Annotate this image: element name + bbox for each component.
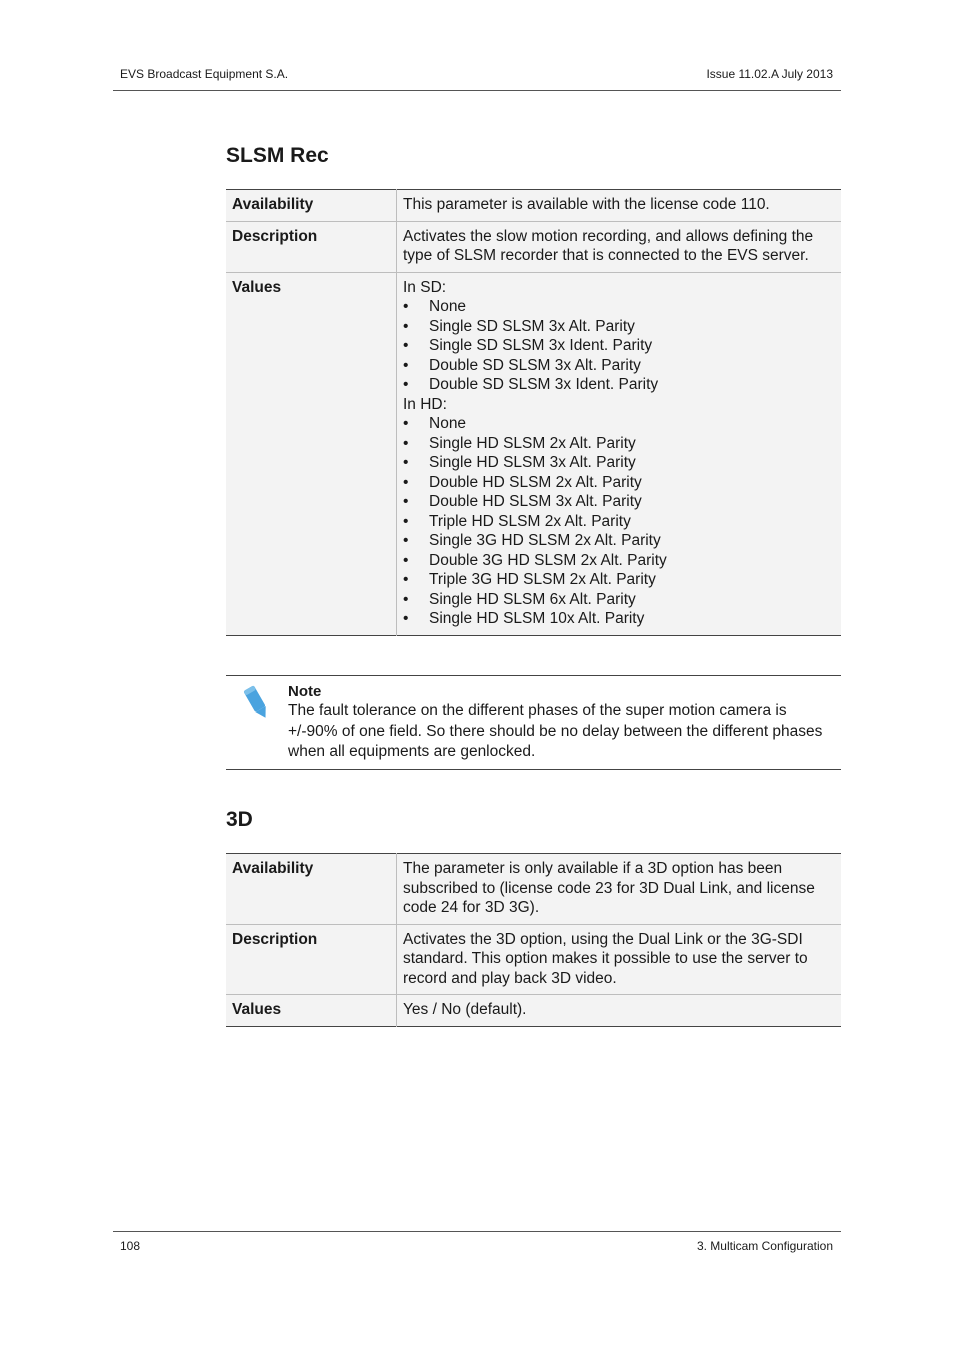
list-item: • Double 3G HD SLSM 2x Alt. Parity bbox=[403, 551, 835, 571]
values-text: Yes / No (default). bbox=[397, 995, 842, 1027]
list-item: • Single SD SLSM 3x Alt. Parity bbox=[403, 317, 835, 337]
list-item: • Triple HD SLSM 2x Alt. Parity bbox=[403, 512, 835, 532]
page-header bbox=[113, 60, 841, 91]
description-text: Activates the slow motion recording, and allows defining the type of SLSM recorder that is connected to the EVS server. bbox=[397, 221, 842, 272]
3d-table bbox=[226, 853, 841, 1027]
values-cell bbox=[397, 272, 842, 635]
list-item: • Double SD SLSM 3x Alt. Parity bbox=[403, 356, 835, 376]
values-label: Values bbox=[226, 995, 397, 1027]
list-item: • Single HD SLSM 3x Alt. Parity bbox=[403, 453, 835, 473]
availability-label: Availability bbox=[226, 854, 397, 925]
list-item: • Single SD SLSM 3x Ident. Parity bbox=[403, 336, 835, 356]
page-footer bbox=[113, 1231, 841, 1253]
header-company: EVS Broadcast Equipment S.A. bbox=[120, 67, 289, 81]
list-item: • Single HD SLSM 10x Alt. Parity bbox=[403, 609, 835, 629]
note-box bbox=[226, 675, 841, 770]
pencil-icon bbox=[242, 684, 272, 722]
table-row-availability bbox=[226, 190, 841, 222]
table-row-availability bbox=[226, 854, 841, 925]
description-text: Activates the 3D option, using the Dual Link or the 3G-SDI standard. This option makes it possible to use the server to record and play back 3D video. bbox=[397, 924, 842, 995]
table-row-values bbox=[226, 995, 841, 1027]
values-label: Values bbox=[226, 272, 397, 635]
description-label: Description bbox=[226, 924, 397, 995]
table-row-values bbox=[226, 272, 841, 635]
3d-title: 3D bbox=[226, 808, 253, 831]
note-title: Note bbox=[288, 683, 322, 700]
list-item: • Single 3G HD SLSM 2x Alt. Parity bbox=[403, 531, 835, 551]
availability-text: This parameter is available with the license code 110. bbox=[397, 190, 842, 222]
note-text: The fault tolerance on the different phases of the super motion camera is +/-90% of one field. So there should be no delay between the different phases when all equipments are genlocked. bbox=[288, 702, 823, 760]
header-issue: Issue 11.02.A July 2013 bbox=[706, 67, 833, 81]
chapter-title: 3. Multicam Configuration bbox=[696, 1239, 833, 1253]
availability-text: The parameter is only available if a 3D option has been subscribed to (license code 23 for 3D Dual Link, and license code 24 for 3D 3G). bbox=[397, 854, 842, 925]
table-row-description bbox=[226, 924, 841, 995]
sd-heading: In SD: bbox=[403, 278, 447, 296]
list-item: • None bbox=[403, 297, 835, 317]
list-item: • Triple 3G HD SLSM 2x Alt. Parity bbox=[403, 570, 835, 590]
sd-list bbox=[403, 297, 835, 395]
list-item: • Double HD SLSM 2x Alt. Parity bbox=[403, 473, 835, 493]
list-item: • Double HD SLSM 3x Alt. Parity bbox=[403, 492, 835, 512]
list-item: • Single HD SLSM 2x Alt. Parity bbox=[403, 434, 835, 454]
availability-label: Availability bbox=[226, 190, 397, 222]
hd-list bbox=[403, 414, 835, 629]
page-number: 108 bbox=[120, 1239, 141, 1253]
slsm-rec-table bbox=[226, 189, 841, 636]
list-item: • Double SD SLSM 3x Ident. Parity bbox=[403, 375, 835, 395]
table-row-description bbox=[226, 221, 841, 272]
slsm-rec-title: SLSM Rec bbox=[226, 144, 329, 167]
list-item: • None bbox=[403, 414, 835, 434]
list-item: • Single HD SLSM 6x Alt. Parity bbox=[403, 590, 835, 610]
description-label: Description bbox=[226, 221, 397, 272]
hd-heading: In HD: bbox=[403, 395, 447, 413]
